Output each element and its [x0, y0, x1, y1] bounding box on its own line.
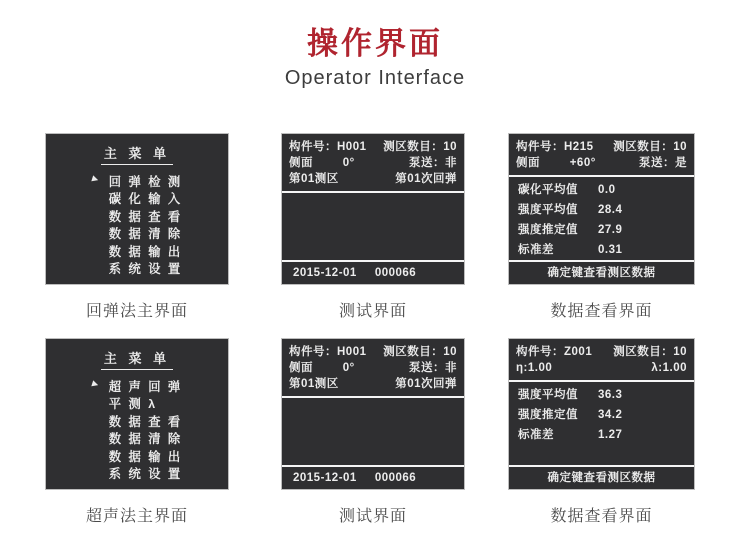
menu-item-label: 数 据 查 看 [108, 414, 183, 429]
component-id: 构件号：H001 [289, 141, 367, 153]
menu-cursor-icon: ▶ [90, 378, 100, 390]
surface-angle: +60° [569, 157, 596, 169]
menu-item-carbonation-input [92, 190, 182, 208]
zone-count: 测区数目：10 [383, 346, 457, 358]
caption-rebound-test: 测试界面 [338, 303, 407, 320]
menu-item-data-output [92, 242, 182, 260]
footer-hint: 确定键查看测区数据 [547, 472, 656, 484]
footer-hint: 确定键查看测区数据 [547, 267, 656, 279]
current-impact: 第01次回弹 [395, 173, 457, 185]
stat-row [518, 180, 694, 200]
menu-item-label: 超 声 回 弹 [108, 379, 183, 394]
stat-row [518, 220, 694, 240]
rebound-test-screen [281, 133, 465, 285]
page-title: 操作界面 [307, 26, 443, 61]
stat-value: 1.27 [598, 429, 623, 441]
menu-item-label: 数 据 输 出 [108, 449, 183, 464]
stat-label: 标准差 [518, 429, 554, 441]
stat-value: 36.3 [598, 389, 623, 401]
panel-ultrasonic-test [281, 338, 465, 526]
menu-item-label: 数 据 查 看 [108, 209, 183, 224]
component-id: 构件号：H215 [516, 141, 594, 153]
date-display: 2015-12-01 [293, 267, 357, 279]
menu-item-ultrasonic-rebound [92, 377, 182, 395]
hud-header [509, 339, 694, 380]
menu-item-label: 碳 化 输 入 [108, 192, 183, 207]
hud-footer [509, 467, 694, 489]
menu-item-label: 平 测 λ [108, 397, 158, 412]
pump-status: 泵送：非 [409, 157, 457, 169]
panel-rebound-main-menu [45, 133, 229, 321]
surface-label: 侧面 [289, 157, 313, 169]
stat-row [518, 240, 694, 260]
menu-item-rebound-test [92, 172, 182, 190]
stat-value: 0.0 [598, 184, 616, 196]
menu-item-label: 数 据 清 除 [108, 432, 183, 447]
menu-item-label: 回 弹 检 测 [108, 174, 183, 189]
stats-list [509, 382, 694, 465]
caption-ultrasonic-main: 超声法主界面 [85, 508, 188, 525]
stat-value: 0.31 [598, 244, 623, 256]
hud-footer [509, 262, 694, 284]
caption-ultrasonic-data-view: 数据查看界面 [550, 508, 653, 525]
menu-item-system-settings [92, 260, 182, 278]
lambda-coefficient: λ:1.00 [651, 362, 687, 374]
surface-label: 侧面 [289, 362, 313, 374]
panel-rebound-data-view [508, 133, 695, 321]
ultrasonic-data-view-screen [508, 338, 695, 490]
menu-title: 主 菜 单 [46, 348, 228, 370]
current-impact: 第01次回弹 [395, 378, 457, 390]
stat-row [518, 385, 694, 405]
hud-body [282, 398, 464, 465]
hud-footer [282, 262, 464, 284]
stat-row [518, 425, 694, 445]
panel-rebound-test [281, 133, 465, 321]
hud-body [282, 193, 464, 260]
menu-item-data-clear [92, 430, 182, 448]
stat-label: 强度推定值 [518, 409, 578, 421]
menu-cursor-icon: ▶ [90, 173, 100, 185]
menu-item-data-clear [92, 225, 182, 243]
stat-label: 强度平均值 [518, 389, 578, 401]
menu-item-data-view [92, 207, 182, 225]
rebound-data-view-screen [508, 133, 695, 285]
current-zone: 第01测区 [289, 173, 339, 185]
menu-item-system-settings [92, 465, 182, 483]
surface-label: 侧面 [516, 157, 540, 169]
surface-angle: 0° [342, 362, 355, 374]
stats-list [509, 177, 694, 260]
hud-footer [282, 467, 464, 489]
menu-item-data-view [92, 412, 182, 430]
stat-label: 标准差 [518, 244, 554, 256]
menu-item-label: 数 据 清 除 [108, 227, 183, 242]
current-zone: 第01测区 [289, 378, 339, 390]
component-id: 构件号：H001 [289, 346, 367, 358]
stat-label: 碳化平均值 [518, 184, 578, 196]
page-subtitle: Operator Interface [284, 67, 466, 89]
menu-item-label: 系 统 设 置 [108, 262, 183, 277]
caption-rebound-data-view: 数据查看界面 [550, 303, 653, 320]
menu-title: 主 菜 单 [46, 143, 228, 165]
component-id: 构件号：Z001 [516, 346, 593, 358]
hud-header [509, 134, 694, 175]
serial-display: 000066 [374, 472, 417, 484]
date-display: 2015-12-01 [293, 472, 357, 484]
stat-label: 强度推定值 [518, 224, 578, 236]
panel-ultrasonic-data-view [508, 338, 695, 526]
pump-status: 泵送：是 [639, 157, 687, 169]
stat-row [518, 200, 694, 220]
ultrasonic-test-screen [281, 338, 465, 490]
surface-angle: 0° [342, 157, 355, 169]
stat-value: 28.4 [598, 204, 623, 216]
menu-list [92, 172, 182, 277]
zone-count: 测区数目：10 [613, 141, 687, 153]
hud-header [282, 134, 464, 191]
zone-count: 测区数目：10 [383, 141, 457, 153]
ultrasonic-main-menu-screen [45, 338, 229, 490]
menu-item-label: 数 据 输 出 [108, 244, 183, 259]
menu-item-flat-test-lambda [92, 395, 182, 413]
serial-display: 000066 [374, 267, 417, 279]
stat-value: 27.9 [598, 224, 623, 236]
hud-header [282, 339, 464, 396]
page-header [0, 26, 750, 90]
menu-list [92, 377, 182, 482]
rebound-main-menu-screen [45, 133, 229, 285]
stat-label: 强度平均值 [518, 204, 578, 216]
zone-count: 测区数目：10 [613, 346, 687, 358]
stat-row [518, 405, 694, 425]
menu-item-label: 系 统 设 置 [108, 467, 183, 482]
stat-value: 34.2 [598, 409, 623, 421]
caption-rebound-main: 回弹法主界面 [85, 303, 188, 320]
eta-coefficient: η:1.00 [516, 362, 553, 374]
panel-ultrasonic-main-menu [45, 338, 229, 526]
caption-ultrasonic-test: 测试界面 [338, 508, 407, 525]
menu-item-data-output [92, 447, 182, 465]
pump-status: 泵送：非 [409, 362, 457, 374]
